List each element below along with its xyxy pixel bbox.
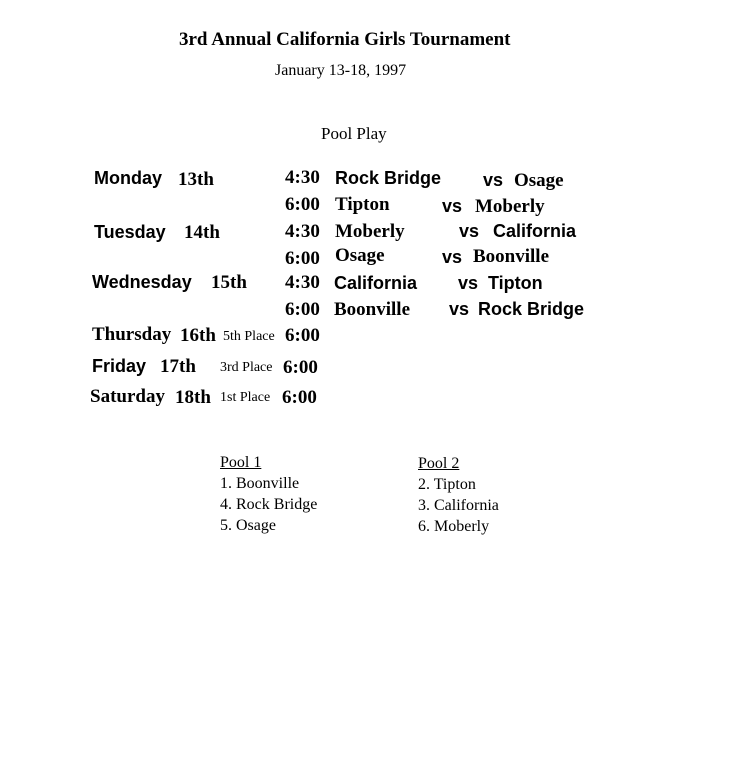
tuesday-team-b-1: California: [493, 221, 577, 241]
pool-1-item: 5. Osage: [220, 517, 276, 534]
wednesday-vs-1: vs: [458, 273, 479, 293]
monday-team-a-2: Tipton: [335, 194, 390, 215]
wednesday-time-2: 6:00: [285, 299, 320, 320]
wednesday-vs-2: vs: [449, 299, 470, 319]
thursday-date: 16th: [180, 325, 216, 346]
wednesday-date: 15th: [211, 272, 247, 293]
monday-day: Monday: [94, 168, 163, 188]
pool-2-item: 6. Moberly: [418, 518, 490, 535]
monday-date: 13th: [178, 169, 214, 190]
friday-time: 6:00: [283, 357, 318, 378]
tuesday-date: 14th: [184, 222, 220, 243]
monday-team-b-2: Moberly: [475, 196, 545, 217]
tuesday-time-1: 4:30: [285, 221, 320, 242]
pool-1-title: Pool 1: [220, 454, 262, 471]
tuesday-time-2: 6:00: [285, 248, 320, 269]
tuesday-team-a-1: Moberly: [335, 221, 405, 242]
pool-2-item: 2. Tipton: [418, 476, 476, 493]
wednesday-team-a-2: Boonville: [334, 299, 411, 320]
pool-1-item: 4. Rock Bridge: [220, 496, 318, 513]
tuesday-vs-1: vs: [459, 221, 480, 241]
saturday-date: 18th: [175, 387, 211, 408]
tuesday-vs-2: vs: [442, 247, 463, 267]
pool-1-item: 1. Boonville: [220, 475, 300, 492]
friday-place: 3rd Place: [220, 360, 273, 375]
monday-time-2: 6:00: [285, 194, 320, 215]
pool-play-heading: Pool Play: [321, 124, 387, 143]
pool-2-title: Pool 2: [418, 455, 460, 472]
wednesday-day: Wednesday: [92, 272, 192, 292]
thursday-time: 6:00: [285, 325, 320, 346]
wednesday-team-b-2: Rock Bridge: [478, 299, 585, 319]
thursday-day: Thursday: [92, 324, 172, 345]
monday-time-1: 4:30: [285, 167, 320, 188]
tuesday-team-b-2: Boonville: [473, 246, 550, 267]
saturday-time: 6:00: [282, 387, 317, 408]
wednesday-team-b-1: Tipton: [488, 273, 543, 293]
friday-day: Friday: [92, 356, 147, 376]
pool-2-item: 3. California: [418, 497, 499, 514]
tuesday-day: Tuesday: [94, 222, 166, 242]
wednesday-team-a-1: California: [334, 273, 418, 293]
document-title: 3rd Annual California Girls Tournament: [179, 29, 511, 50]
friday-date: 17th: [160, 356, 196, 377]
tuesday-team-a-2: Osage: [335, 245, 385, 266]
thursday-place: 5th Place: [223, 329, 275, 344]
monday-team-b-1: Osage: [514, 170, 564, 191]
saturday-place: 1st Place: [220, 390, 271, 405]
saturday-day: Saturday: [90, 386, 165, 407]
monday-team-a-1: Rock Bridge: [335, 168, 442, 188]
monday-vs-1: vs: [483, 170, 504, 190]
monday-vs-2: vs: [442, 196, 463, 216]
wednesday-time-1: 4:30: [285, 272, 320, 293]
tournament-dates: January 13-18, 1997: [275, 62, 407, 79]
